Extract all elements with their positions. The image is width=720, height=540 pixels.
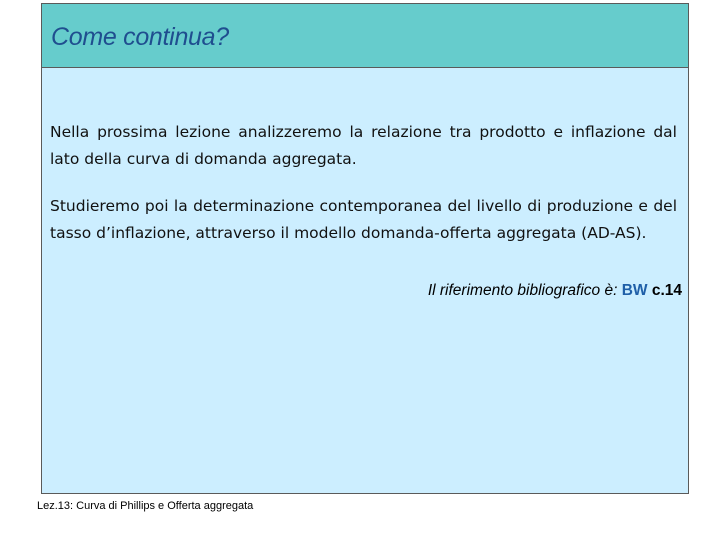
slide-title: Come continua? (51, 23, 229, 51)
reference-chapter: c.14 (651, 282, 682, 299)
reference-code: BW (621, 282, 648, 299)
bibliographic-reference (428, 282, 682, 300)
slide-footer: Lez.13: Curva di Phillips e Offerta aggregata (37, 500, 254, 512)
paragraph-ad-as-model: Studieremo poi la determinazione contemporanea del livello di produzione e del tasso d’inflazione, attraverso il modello domanda-offerta aggregata (AD-AS). (50, 197, 677, 242)
slide-content (41, 68, 689, 494)
paragraph-next-lesson: Nella prossima lezione analizzeremo la relazione tra prodotto e inflazione dal lato della curva di domanda aggregata. (50, 123, 677, 168)
slide-title-bar (41, 3, 689, 68)
reference-label: Il riferimento bibliografico è: (427, 282, 618, 299)
